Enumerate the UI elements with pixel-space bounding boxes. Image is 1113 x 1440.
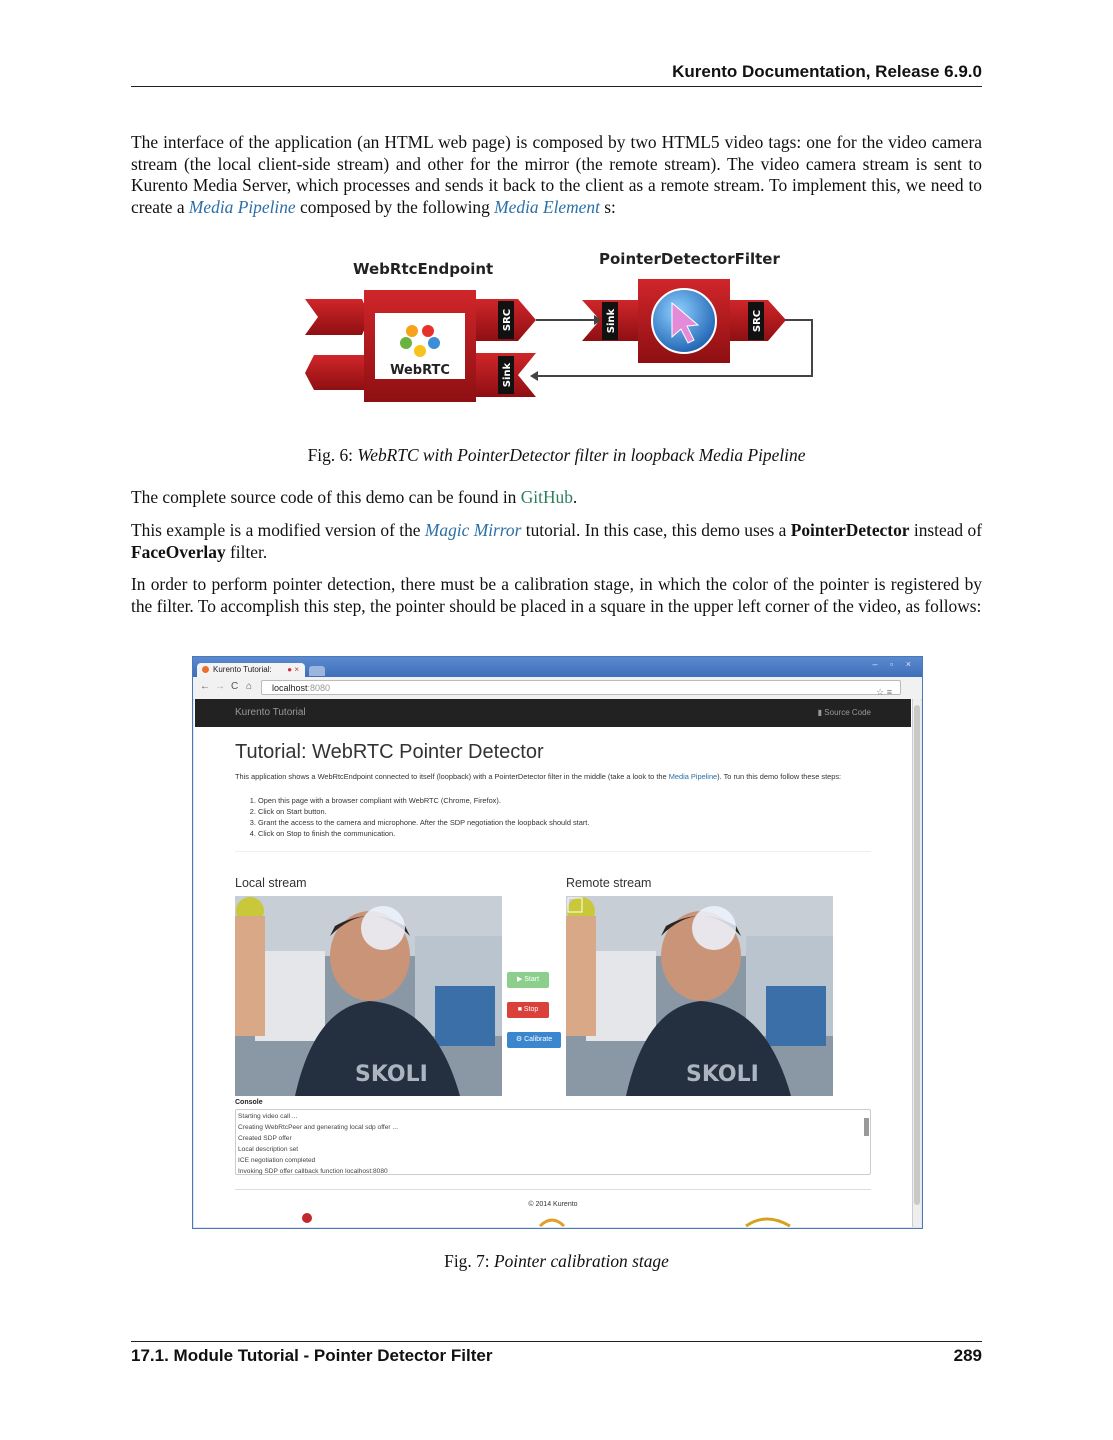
text: tutorial. In this case, this demo uses a: [521, 520, 791, 540]
filter-sink-label: Sink: [606, 308, 617, 334]
reload-icon[interactable]: C: [231, 681, 239, 692]
browser-toolbar: [193, 677, 922, 700]
paragraph-magic-mirror: [131, 520, 982, 563]
text: composed by the following: [295, 196, 495, 217]
console-line: Invoking SDP offer callback function localhost:8080: [238, 1168, 388, 1175]
calibrate-button[interactable]: ⚙ Calibrate: [507, 1032, 561, 1048]
address-bar[interactable]: [261, 680, 901, 695]
svg-text:SKOLI: SKOLI: [686, 1062, 759, 1087]
list-item: 1. Open this page with a browser compliant with WebRTC (Chrome, Firefox).: [258, 795, 589, 806]
console-line: Created SDP offer: [238, 1135, 292, 1142]
list-item: 4. Click on Stop to finish the communication.: [258, 828, 589, 839]
faceoverlay-bold: FaceOverlay: [131, 541, 226, 562]
paragraph-github: [131, 487, 982, 509]
console-label: Console: [235, 1099, 263, 1106]
window-controls-icon[interactable]: – ▫ ×: [872, 659, 916, 669]
local-stream-label: Local stream: [235, 876, 307, 890]
sponsor-logo-right-icon: [746, 1219, 790, 1226]
console-scrollbar[interactable]: [864, 1112, 869, 1172]
figure-label: Fig. 7:: [444, 1251, 494, 1271]
text: s:: [599, 196, 616, 217]
remote-stream-label: Remote stream: [566, 876, 652, 890]
svg-text:SKOLI: SKOLI: [355, 1062, 428, 1087]
source-code-link[interactable]: ▮ Source Code: [817, 708, 871, 717]
start-label: Start: [524, 976, 540, 983]
url-host: localhost: [272, 683, 308, 693]
back-icon[interactable]: ←: [200, 681, 210, 692]
paragraph-interface: [131, 132, 982, 218]
text: ). To run this demo follow these steps:: [717, 772, 842, 781]
bookmark-star-icon[interactable]: ☆ ≡: [876, 687, 892, 697]
local-video-frame: [235, 896, 502, 1096]
github-link[interactable]: GitHub: [520, 487, 573, 507]
text: The interface of the application (an HTML web page) is composed by two HTML5 video tags: one for the video camera stream (the local client-side stream) and other for the mirror (the remote stream). The video camera stream is sent to Kurento Media Server, which processes and sends it back to the client as a remote stream. To implement this, we need to create a: [131, 132, 982, 217]
console-log[interactable]: [235, 1109, 871, 1175]
url-port: :8080: [307, 683, 331, 693]
input-arrow: [305, 299, 370, 335]
text: This application shows a WebRtcEndpoint connected to itself (loopback) with a PointerDetector filter in the middle (take a look to the: [235, 772, 669, 781]
console-line: Creating WebRtcPeer and generating local sdp offer ...: [238, 1124, 398, 1131]
page-number: 289: [953, 1346, 982, 1365]
media-element-link[interactable]: Media Element: [494, 196, 600, 217]
start-button[interactable]: ▶ Start: [507, 972, 549, 988]
pointerdetector-bold: PointerDetector: [790, 520, 910, 540]
new-tab-button[interactable]: [309, 666, 325, 676]
tab-bar: [193, 657, 922, 677]
text: instead of: [909, 520, 982, 540]
remote-video-frame: [566, 896, 833, 1096]
navbar-brand[interactable]: Kurento Tutorial: [235, 707, 306, 718]
webrtc-logo-text: WebRTC: [390, 363, 450, 378]
divider: [235, 1189, 871, 1190]
figure-6-caption: [0, 445, 1113, 466]
steps-list: [248, 795, 589, 839]
figure-7-caption: [0, 1251, 1113, 1272]
pipeline-diagram: [300, 245, 820, 415]
list-item: 3. Grant the access to the camera and microphone. After the SDP negotiation the loopback should start.: [258, 817, 589, 828]
src-label: SRC: [502, 308, 513, 332]
remote-video: [566, 896, 833, 1096]
sponsor-logo-left-icon: [302, 1213, 312, 1223]
stop-label: Stop: [523, 1006, 539, 1013]
browser-screenshot: [192, 656, 923, 1229]
figure-caption-text: WebRTC with PointerDetector filter in loopback Media Pipeline: [357, 445, 806, 465]
forward-icon[interactable]: →: [215, 681, 225, 692]
page-scrollbar[interactable]: [912, 699, 921, 1227]
webrtcendpoint-title: WebRtcEndpoint: [353, 260, 494, 278]
text: This example is a modified version of the: [131, 520, 425, 540]
close-icon[interactable]: ● ×: [287, 665, 299, 674]
page-header-title: Kurento Documentation, Release 6.9.0: [672, 62, 982, 81]
copyright-text: © 2014 Kurento: [528, 1201, 578, 1208]
figure-label: Fig. 6:: [307, 445, 358, 465]
console-line: Local description set: [238, 1146, 299, 1153]
header-rule: [131, 86, 982, 87]
media-pipeline-link[interactable]: Media Pipeline: [188, 196, 296, 217]
filter-src-label: SRC: [752, 309, 763, 333]
output-arrow: [305, 355, 370, 390]
tutorial-heading: Tutorial: WebRTC Pointer Detector: [235, 741, 544, 763]
console-line: Starting video call ...: [238, 1113, 298, 1120]
footer-section-title: 17.1. Module Tutorial - Pointer Detector Filter: [131, 1346, 493, 1365]
browser-tab[interactable]: [197, 663, 305, 677]
stop-button[interactable]: ■ Stop: [507, 1002, 549, 1018]
console-line: ICE negotiation completed: [238, 1157, 316, 1164]
local-video: [235, 896, 502, 1096]
text: The complete source code of this demo can be found in: [131, 487, 521, 507]
page-viewport: [194, 699, 912, 1227]
text: filter.: [225, 541, 268, 562]
divider: [235, 851, 871, 852]
tutorial-intro: [235, 771, 875, 782]
text: .: [572, 487, 578, 507]
tab-title: Kurento Tutorial:: [213, 665, 272, 674]
sponsor-logo-center-icon: [540, 1220, 564, 1226]
footer-rule: [131, 1341, 982, 1342]
paragraph-calibration: In order to perform pointer detection, there must be a calibration stage, in which the color of the pointer is registered by the filter. To accomplish this step, the pointer should be placed in a square in the upper left corner of the video, as follows:: [131, 574, 982, 616]
media-pipeline-link[interactable]: Media Pipeline: [668, 772, 718, 781]
home-icon[interactable]: ⌂: [246, 681, 253, 692]
source-code-label: Source Code: [824, 708, 871, 717]
calibrate-label: Calibrate: [524, 1036, 553, 1043]
list-item: 2. Click on Start button.: [258, 806, 589, 817]
magic-mirror-link[interactable]: Magic Mirror: [424, 520, 522, 540]
favicon-icon: [202, 666, 209, 673]
sponsor-logos: [194, 1212, 912, 1227]
sink-label: Sink: [502, 362, 513, 388]
pointerdetectorfilter-title: PointerDetectorFilter: [599, 250, 780, 268]
figure-caption-text: Pointer calibration stage: [493, 1251, 669, 1271]
site-navbar: [195, 699, 911, 727]
